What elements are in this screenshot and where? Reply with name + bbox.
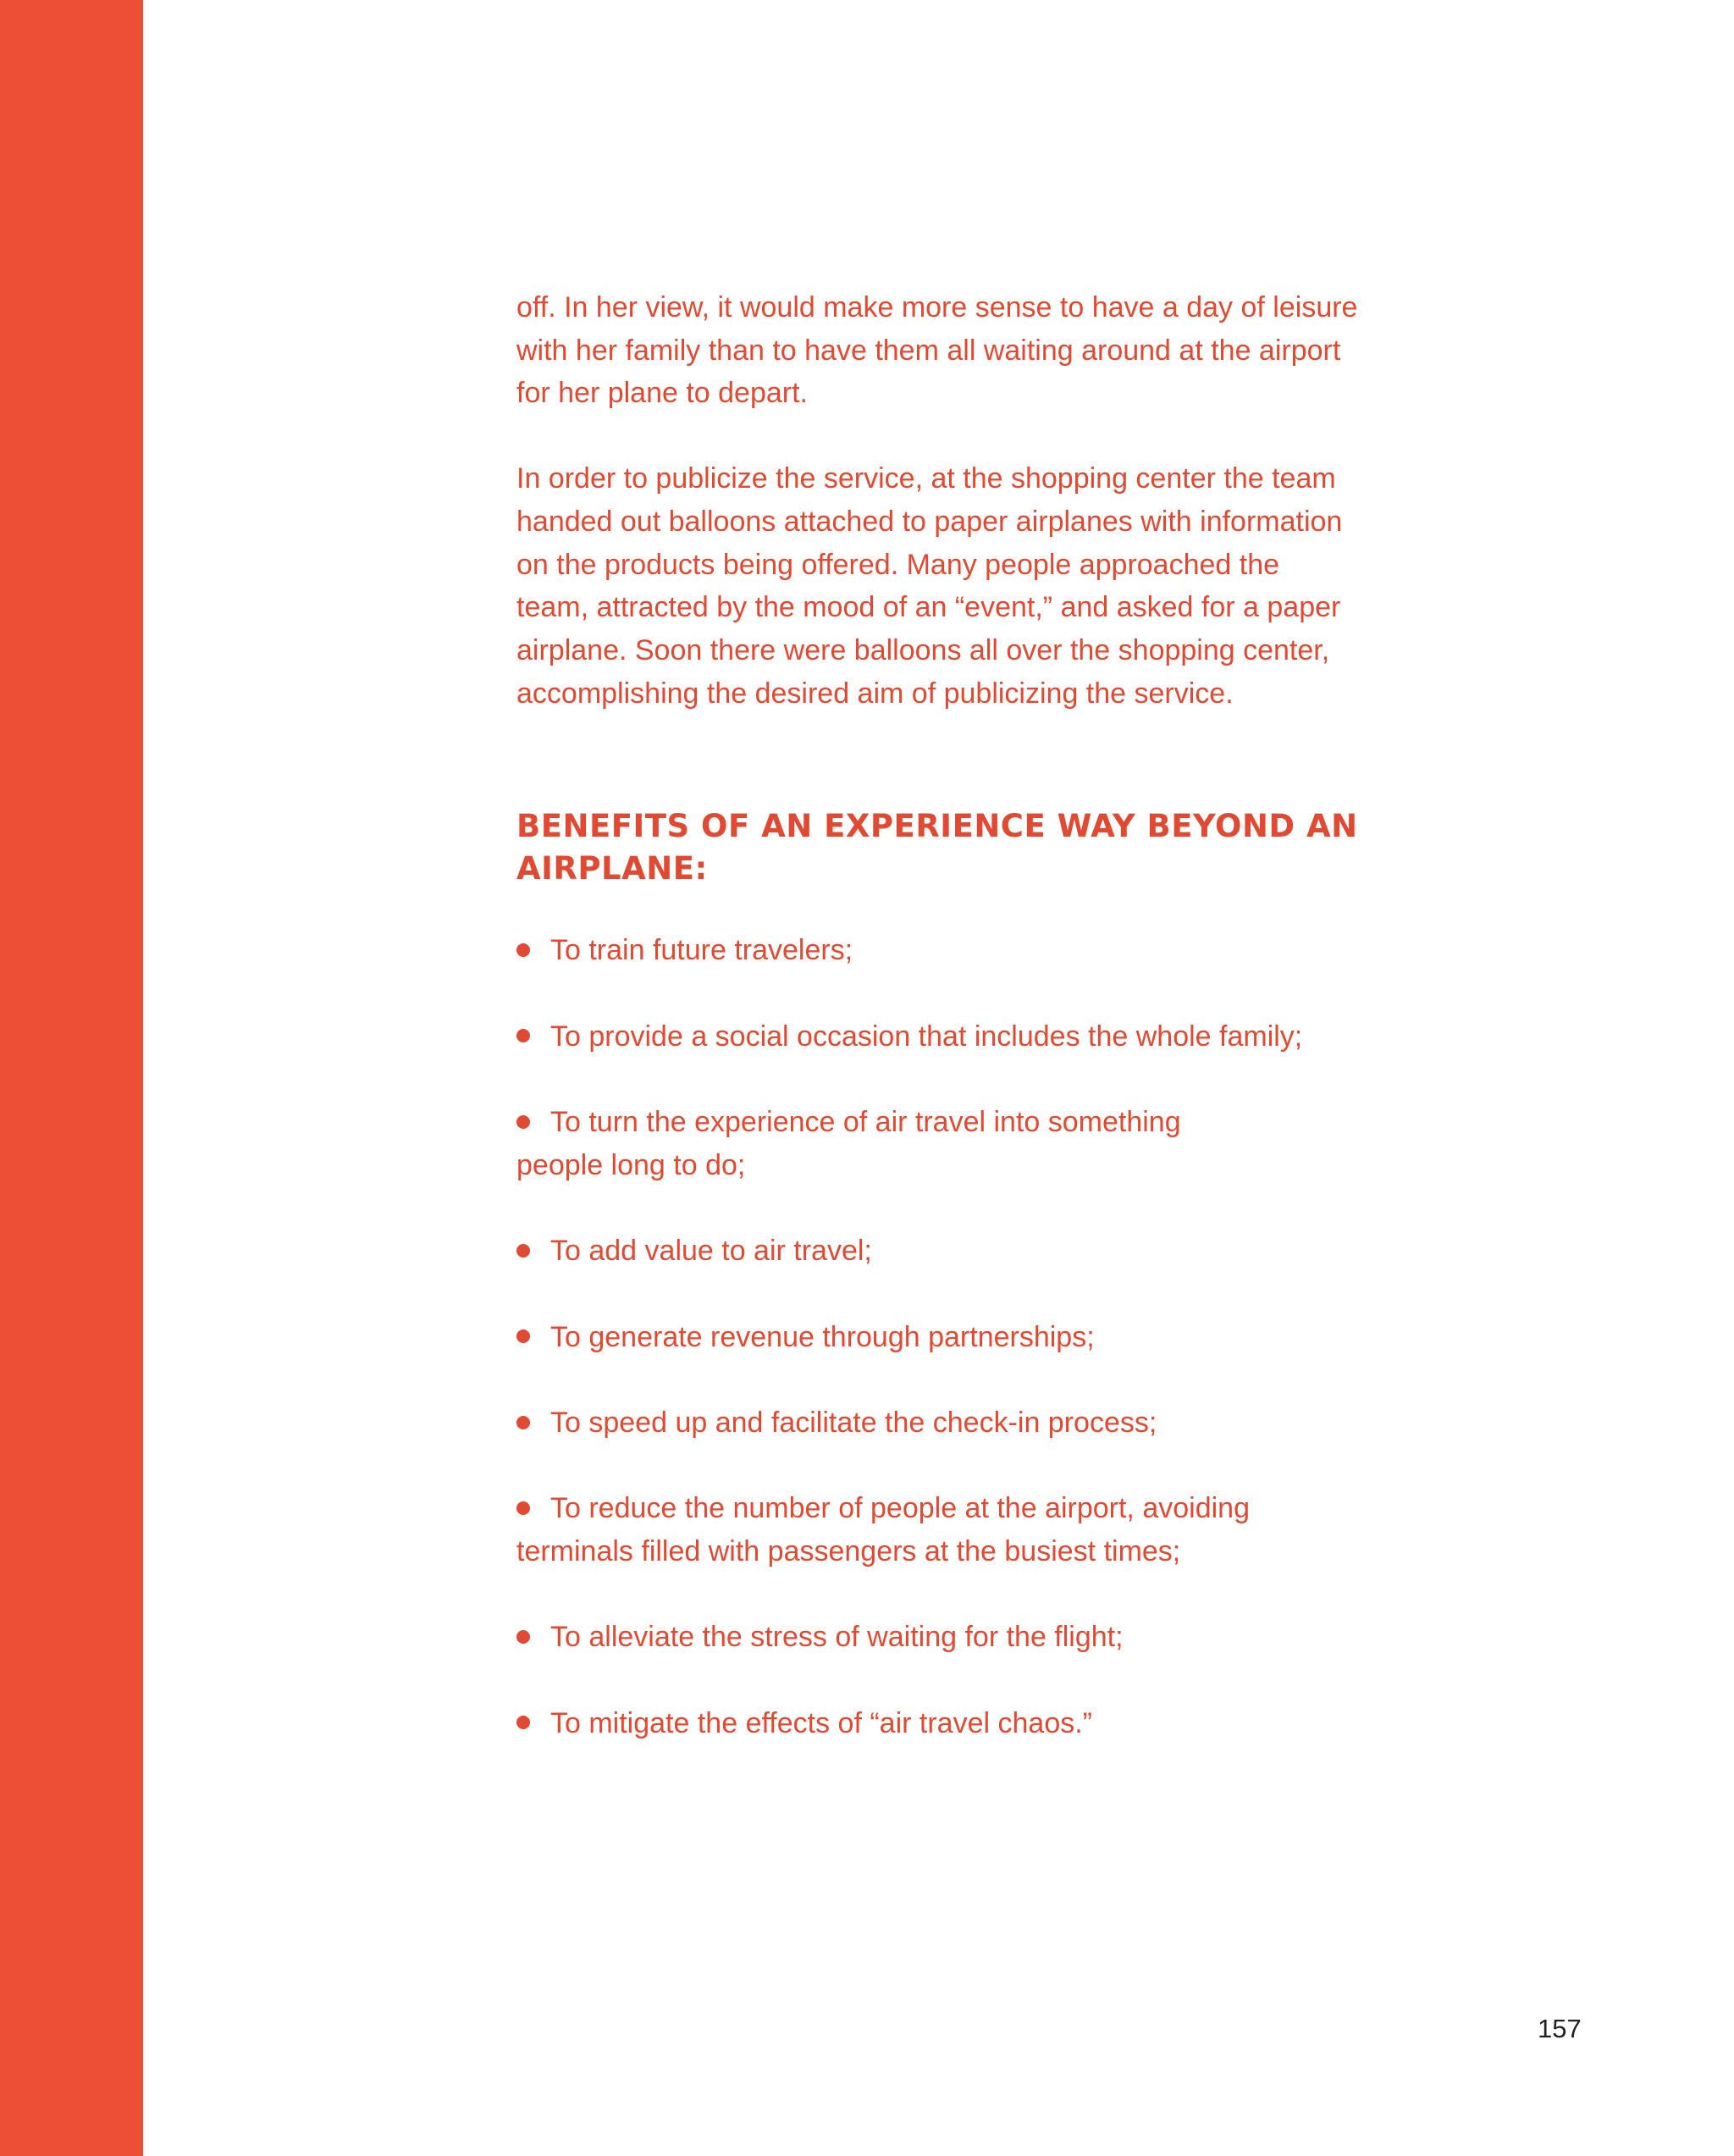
page-number: 157 — [1538, 2014, 1582, 2043]
list-item-text: To reduce the number of people at the airport, avoiding terminals filled with passengers at the busiest times; — [516, 1492, 1250, 1568]
bullet-icon — [516, 1716, 530, 1729]
section-heading: BENEFITS OF AN EXPERIENCE WAY BEYOND AN AIRPLANE: — [516, 808, 1358, 887]
list-item-text: To turn the experience of air travel into something people long to do; — [516, 1106, 1181, 1181]
bullet-icon — [516, 943, 530, 957]
bullet-icon — [516, 1501, 530, 1515]
body-paragraph: off. In her view, it would make more sense to have a day of leisure with her family than to have them all waiting around at the airport for her plane to depart. — [516, 291, 1358, 410]
bullet-icon — [516, 1244, 530, 1258]
list-item-text: To add value to air travel; — [550, 1235, 872, 1268]
list-item-text: To speed up and facilitate the check-in process; — [550, 1406, 1157, 1439]
bullet-icon — [516, 1029, 530, 1042]
list-item — [516, 1616, 1448, 1659]
list-item — [516, 929, 1448, 972]
list-item — [516, 1230, 1448, 1273]
list-item — [516, 1101, 1448, 1186]
side-color-bar — [0, 0, 143, 2156]
list-item-text: To mitigate the effects of “air travel chaos.” — [550, 1706, 1092, 1739]
list-item — [516, 1487, 1448, 1573]
bullet-icon — [516, 1630, 530, 1644]
page-content — [516, 286, 1448, 1745]
bullet-icon — [516, 1115, 530, 1129]
body-paragraph: In order to publicize the service, at the shopping center the team handed out balloons attached to paper airplanes with information on the products being offered. Many people approached the team, attracted by the mood of an “event,” and asked for a paper airplane. Soon there were balloons all over the shopping center, accomplishing the desired aim of publicizing the service. — [516, 462, 1343, 710]
list-item — [516, 1401, 1448, 1445]
list-item — [516, 1702, 1448, 1745]
bullet-icon — [516, 1330, 530, 1343]
bullet-icon — [516, 1416, 530, 1429]
list-item — [516, 1015, 1448, 1059]
benefits-list — [516, 929, 1448, 1744]
list-item — [516, 1316, 1448, 1359]
list-item-text: To alleviate the stress of waiting for the flight; — [550, 1621, 1124, 1654]
list-item-text: To generate revenue through partnerships; — [550, 1320, 1095, 1353]
list-item-text: To train future travelers; — [550, 934, 853, 967]
list-item-text: To provide a social occasion that includes the whole family; — [550, 1020, 1303, 1053]
